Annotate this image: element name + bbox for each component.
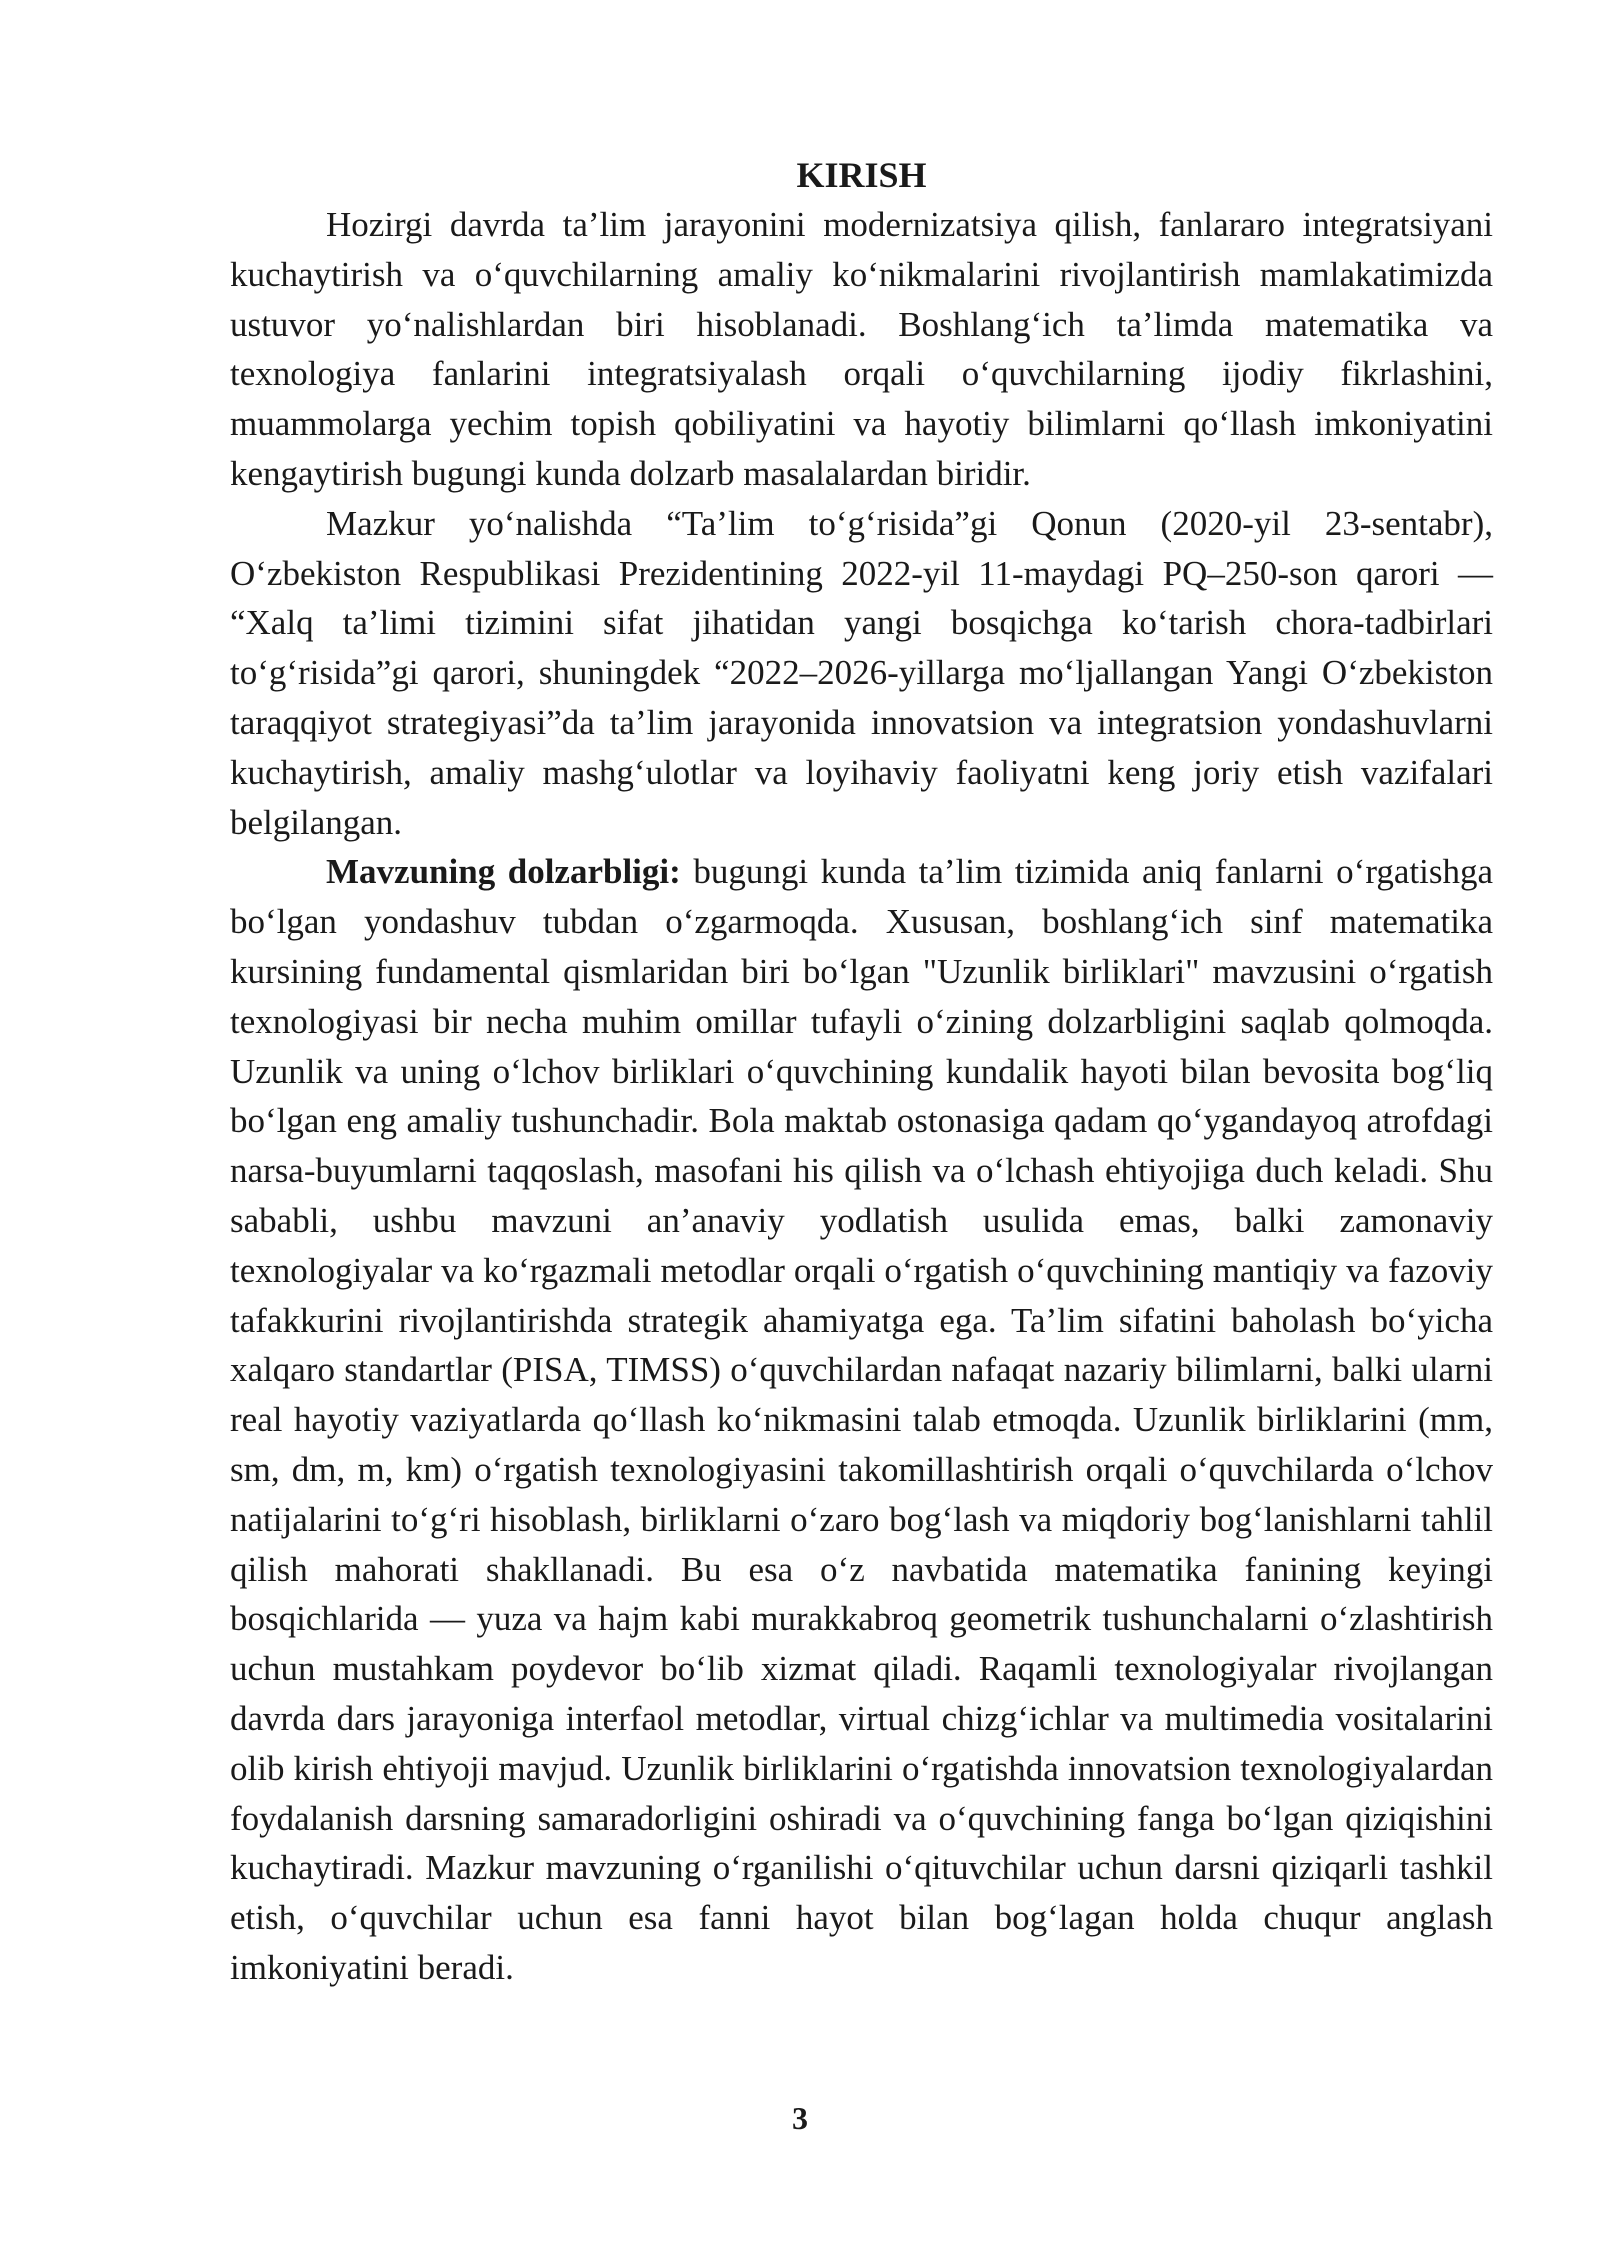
page-number: 3: [792, 2100, 808, 2136]
page-content: [230, 150, 1493, 1993]
relevance-lead: Mavzuning dolzarbligi:: [326, 852, 681, 892]
section-heading: KIRISH: [796, 155, 927, 195]
relevance-paragraph: [230, 847, 1493, 1992]
relevance-body: bugungi kunda ta’lim tizimida aniq fanlarni o‘rgatishga bo‘lgan yondashuv tubdan o‘zgarmoqda. Xususan, boshlang‘ich sinf matematika kursining fundamental qismlaridan biri bo‘lgan "Uzunlik birliklari" mavzusini o‘rgatish texnologiyasi bir necha muhim omillar tufayli o‘zining dolzarbligini saqlab qolmoqda. Uzunlik va uning o‘lchov birliklari o‘quvchining kundalik hayoti bilan bevosita bog‘liq bo‘lgan eng amaliy tushunchadir. Bola maktab ostonasiga qadam qo‘ygandayoq atrofdagi narsa-buyumlarni taqqoslash, masofani his qilish va o‘lchash ehtiyojiga duch keladi. Shu sababli, ushbu mavzuni an’anaviy yodlatish usulida emas, balki zamonaviy texnologiyalar va ko‘rgazmali metodlar orqali o‘rgatish o‘quvchining mantiqiy va fazoviy tafakkurini rivojlantirishda strategik ahamiyatga ega. Ta’lim sifatini baholash bo‘yicha xalqaro standartlar (PISA, TIMSS) o‘quvchilardan nafaqat nazariy bilimlarni, balki ularni real hayotiy vaziyatlarda qo‘llash ko‘nikmasini talab etmoqda. Uzunlik birliklarini (mm, sm, dm, m, km) o‘rgatish texnologiyasini takomillashtirish orqali o‘quvchilarda o‘lchov natijalarini to‘g‘ri hisoblash, birliklarni o‘zaro bog‘lash va miqdoriy bog‘lanishlarni tahlil qilish mahorati shakllanadi. Bu esa o‘z navbatida matematika fanining keyingi bosqichlarida — yuza va hajm kabi murakkabroq geometrik tushunchalarni o‘zlashtirish uchun mustahkam poydevor bo‘lib xizmat qiladi. Raqamli texnologiyalar rivojlangan davrda dars jarayoniga interfaol metodlar, virtual chizg‘ichlar va multimedia vositalarini olib kirish ehtiyoji mavjud. Uzunlik birliklarini o‘rgatishda innovatsion texnologiyalardan foydalanish darsning samaradorligini oshiradi va o‘quvchining fanga bo‘lgan qiziqishini kuchaytiradi. Mazkur mavzuning o‘rganilishi o‘qituvchilar uchun darsni qiziqarli tashkil etish, o‘quvchilar uchun esa fanni hayot bilan bog‘lagan holda chuqur anglash imkoniyatini beradi.: [230, 852, 1493, 1987]
intro-paragraph: Hozirgi davrda ta’lim jarayonini modernizatsiya qilish, fanlararo integratsiyani kuchaytirish va o‘quvchilarning amaliy ko‘nikmalarini rivojlantirish mamlakatimizda ustuvor yo‘nalishlardan biri hisoblanadi. Boshlang‘ich ta’limda matematika va texnologiya fanlarini integratsiyalash orqali o‘quvchilarning ijodiy fikrlashini, muammolarga yechim topish qobiliyatini va hayotiy bilimlarni qo‘llash imkoniyatini kengaytirish bugungi kunda dolzarb masalalardan biridir.: [230, 205, 1493, 493]
legal-basis-paragraph: Mazkur yo‘nalishda “Ta’lim to‘g‘risida”gi Qonun (2020-yil 23-sentabr), O‘zbekiston Respublikasi Prezidentining 2022-yil 11-maydagi PQ–250-son qarori — “Xalq ta’limi tizimini sifat jihatidan yangi bosqichga ko‘tarish chora-tadbirlari to‘g‘risida”gi qarori, shuningdek “2022–2026-yillarga mo‘ljallangan Yangi O‘zbekiston taraqqiyot strategiyasi”da ta’lim jarayonida innovatsion va integratsion yondashuvlarni kuchaytirish, amaliy mashg‘ulotlar va loyihaviy faoliyatni keng joriy etish vazifalari belgilangan.: [230, 503, 1493, 842]
